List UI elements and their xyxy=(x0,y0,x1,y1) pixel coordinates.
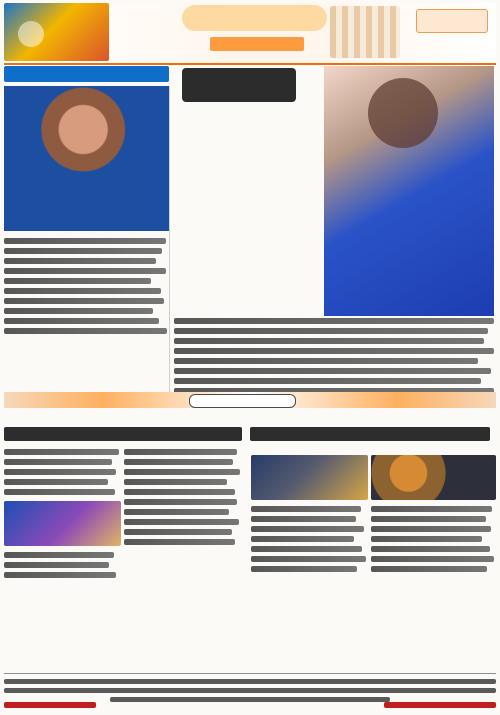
text-line xyxy=(4,238,166,244)
text-line xyxy=(174,338,484,344)
text-line xyxy=(124,449,237,455)
text-line xyxy=(251,556,366,562)
text-line xyxy=(4,268,166,274)
text-line xyxy=(371,516,486,522)
left-story-headline-shape xyxy=(4,427,242,441)
hero-copy-block xyxy=(174,66,324,313)
lunar-lander-image xyxy=(371,455,496,500)
masthead xyxy=(4,3,496,65)
text-line xyxy=(251,566,357,572)
lead-headline-shape xyxy=(4,66,169,82)
text-line xyxy=(4,258,156,264)
text-line xyxy=(4,479,108,485)
footer-text-line xyxy=(110,697,390,702)
text-line xyxy=(124,519,239,525)
text-line xyxy=(4,288,161,294)
portrait-photo xyxy=(324,66,494,316)
text-line xyxy=(4,328,167,334)
story-column-c xyxy=(251,449,368,576)
footer-text-line xyxy=(4,679,496,684)
text-line xyxy=(4,278,151,284)
right-story-headline-shape xyxy=(250,427,490,441)
story-column-b xyxy=(124,449,241,549)
editor-label-shape xyxy=(4,702,96,708)
date-banner-shape xyxy=(210,37,304,51)
section-label-shape xyxy=(189,394,296,408)
footer-text-line xyxy=(4,688,496,693)
text-line xyxy=(251,536,354,542)
lead-story-area xyxy=(4,66,496,406)
text-line xyxy=(4,308,153,314)
text-line xyxy=(174,368,491,374)
text-line xyxy=(371,526,491,532)
text-line xyxy=(371,566,487,572)
section-divider-band xyxy=(4,392,496,408)
text-line xyxy=(251,546,362,552)
text-line xyxy=(124,529,232,535)
text-line xyxy=(124,499,237,505)
text-line xyxy=(251,506,361,512)
text-line xyxy=(4,489,115,495)
main-lead-column xyxy=(174,66,494,406)
text-line xyxy=(174,328,488,334)
sports-illustration xyxy=(4,3,109,61)
text-line xyxy=(251,516,356,522)
text-line xyxy=(124,509,229,515)
text-line xyxy=(4,449,119,455)
hero-title-shape xyxy=(182,68,296,102)
text-line xyxy=(124,459,233,465)
text-line xyxy=(4,248,162,254)
event-photo xyxy=(4,501,121,546)
text-line xyxy=(371,536,482,542)
text-line xyxy=(251,526,364,532)
text-line xyxy=(371,546,490,552)
text-line xyxy=(174,378,481,384)
left-column-text-lines xyxy=(4,238,169,338)
text-line xyxy=(174,348,494,354)
text-line xyxy=(371,556,494,562)
section-title-shape xyxy=(182,5,327,31)
text-line xyxy=(371,506,492,512)
text-line xyxy=(4,318,159,324)
text-line xyxy=(124,479,227,485)
text-line xyxy=(4,298,164,304)
film-illustration xyxy=(330,6,400,58)
text-line xyxy=(4,469,116,475)
left-column xyxy=(4,86,170,406)
text-line xyxy=(4,572,116,578)
text-line xyxy=(124,539,235,545)
text-line xyxy=(4,552,114,558)
text-line xyxy=(174,318,494,324)
text-line xyxy=(174,358,478,364)
text-line xyxy=(124,489,235,495)
text-line xyxy=(4,459,112,465)
cricketer-photo xyxy=(4,86,169,231)
editor-in-chief-label-shape xyxy=(384,702,496,708)
story-column-d xyxy=(371,449,496,576)
brand-logo-shape xyxy=(416,9,488,33)
story-column-a xyxy=(4,449,121,582)
portrait-inset xyxy=(251,455,368,500)
text-line xyxy=(4,562,109,568)
text-line xyxy=(124,469,240,475)
publisher-footer xyxy=(4,673,496,712)
